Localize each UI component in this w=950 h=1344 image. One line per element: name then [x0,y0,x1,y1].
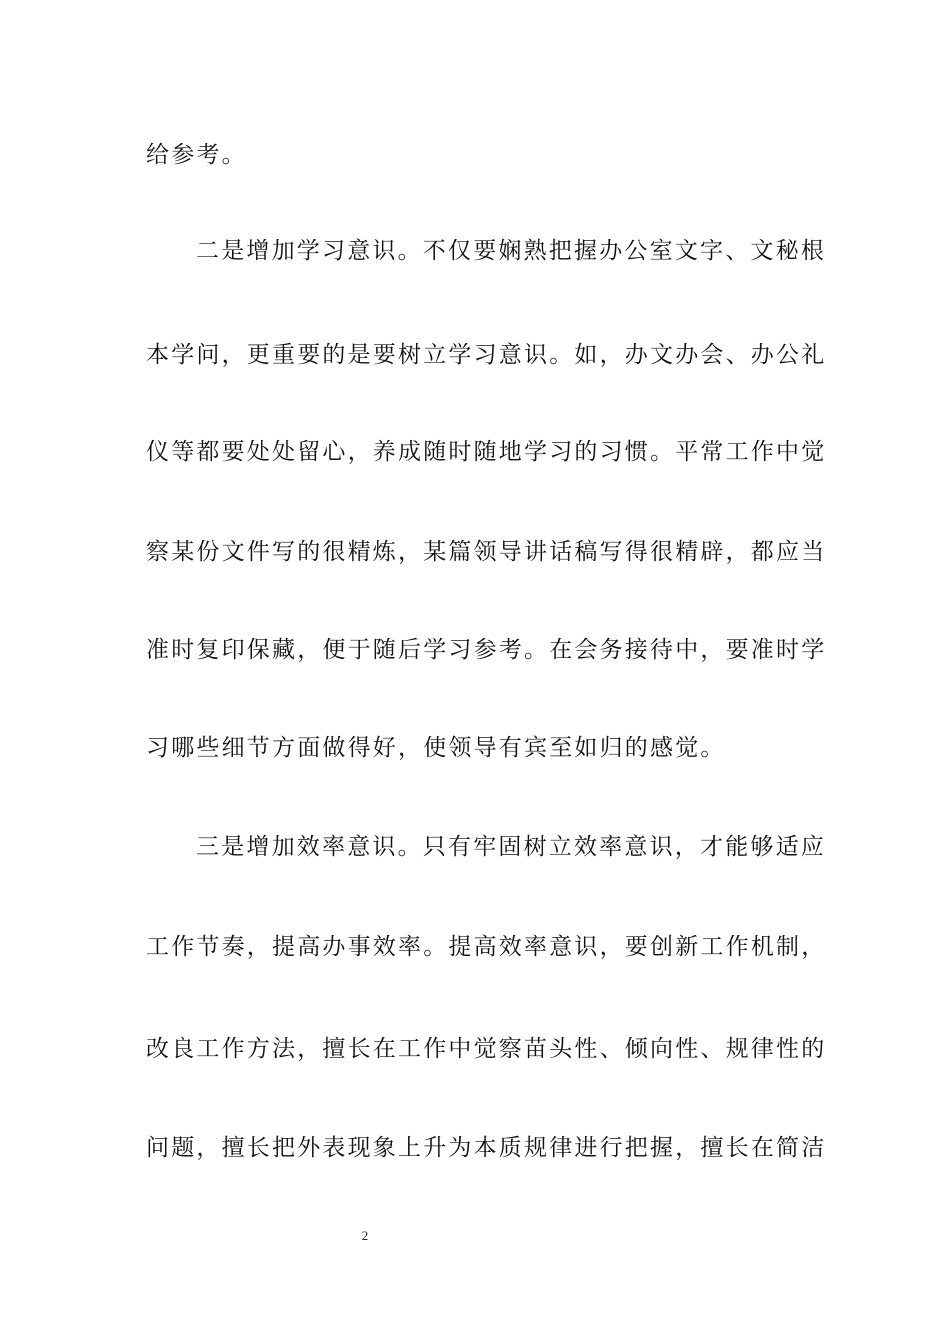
text-line: 给参考。 [146,142,247,168]
text-line: 习哪些细节方面做得好，使领导有宾至如归的感觉。 [146,735,726,761]
page-number: 2 [361,1228,369,1243]
text-line: 问题，擅长把外表现象上升为本质规律进行把握，擅长在简洁 [146,1135,827,1161]
paragraph-first-line: 二是增加学习意识。不仅要娴熟把握办公室文字、文秘根 [196,238,826,264]
text-line: 本学问，更重要的是要树立学习意识。如，办文办会、办公礼 [146,342,827,368]
text-line: 察某份文件写的很精炼，某篇领导讲话稿写得很精辟，都应当 [146,539,827,565]
text-line: 准时复印保藏，便于随后学习参考。在会务接待中，要准时学 [146,637,827,663]
text-line: 改良工作方法，擅长在工作中觉察苗头性、倾向性、规律性的 [146,1036,827,1062]
text-line: 仪等都要处处留心，养成随时随地学习的习惯。平常工作中觉 [146,439,827,465]
text-line: 工作节奏，提高办事效率。提高效率意识，要创新工作机制， [146,934,827,960]
paragraph-first-line: 三是增加效率意识。只有牢固树立效率意识，才能够适应 [196,834,826,860]
